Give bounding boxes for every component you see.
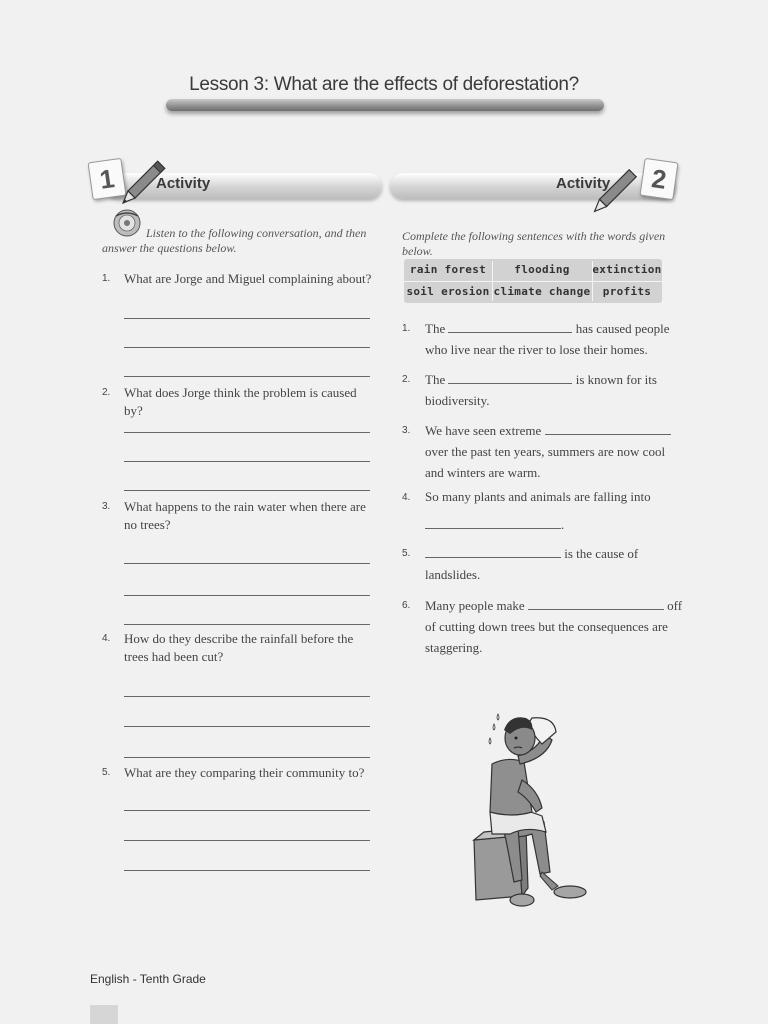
word-bank-item: extinction (592, 263, 662, 276)
word-bank-item: flooding (514, 263, 570, 276)
fill-in-blank[interactable] (545, 422, 671, 435)
activity-1-label: Activity (156, 175, 211, 192)
fill-in-blank[interactable] (425, 545, 561, 558)
answer-line[interactable] (124, 757, 370, 758)
answer-line[interactable] (124, 461, 370, 462)
activity-1-number-badge: 1 (88, 158, 127, 200)
activity-2-number-badge: 2 (640, 158, 679, 200)
answer-line[interactable] (124, 840, 370, 841)
fill-in-blank[interactable] (448, 371, 572, 384)
fill-in-blank[interactable] (448, 320, 572, 333)
word-bank-item: climate change (493, 285, 591, 298)
sweating-boy-illustration (462, 700, 602, 920)
word-bank (404, 259, 662, 303)
answer-line[interactable] (124, 595, 370, 596)
fill-in-blank[interactable] (528, 597, 664, 610)
page-corner-tab (90, 1005, 118, 1024)
answer-line[interactable] (124, 347, 370, 348)
activity-2-label: Activity (556, 175, 611, 192)
answer-line[interactable] (124, 432, 370, 433)
answer-line[interactable] (124, 624, 370, 625)
answer-line[interactable] (124, 376, 370, 377)
answer-line[interactable] (124, 490, 370, 491)
answer-line[interactable] (124, 726, 370, 727)
title-underline-bar (166, 99, 604, 111)
footer-course-label: English - Tenth Grade (90, 972, 206, 986)
answer-line[interactable] (124, 318, 370, 319)
activity-1-instructions: Listen to the following conversation, and then answer the questions below. (102, 226, 367, 255)
activity-2-instructions: Complete the following sentences with the words given below. (402, 229, 666, 258)
pencil-icon (592, 156, 648, 216)
word-bank-item: soil erosion (406, 285, 490, 298)
page-title: Lesson 3: What are the effects of deforestation? (189, 74, 579, 95)
answer-line[interactable] (124, 870, 370, 871)
word-bank-item: profits (602, 285, 652, 298)
word-bank-item: rain forest (409, 263, 487, 276)
answer-line[interactable] (124, 563, 370, 564)
answer-line[interactable] (124, 810, 370, 811)
fill-in-blank[interactable] (425, 516, 561, 529)
answer-line[interactable] (124, 696, 370, 697)
